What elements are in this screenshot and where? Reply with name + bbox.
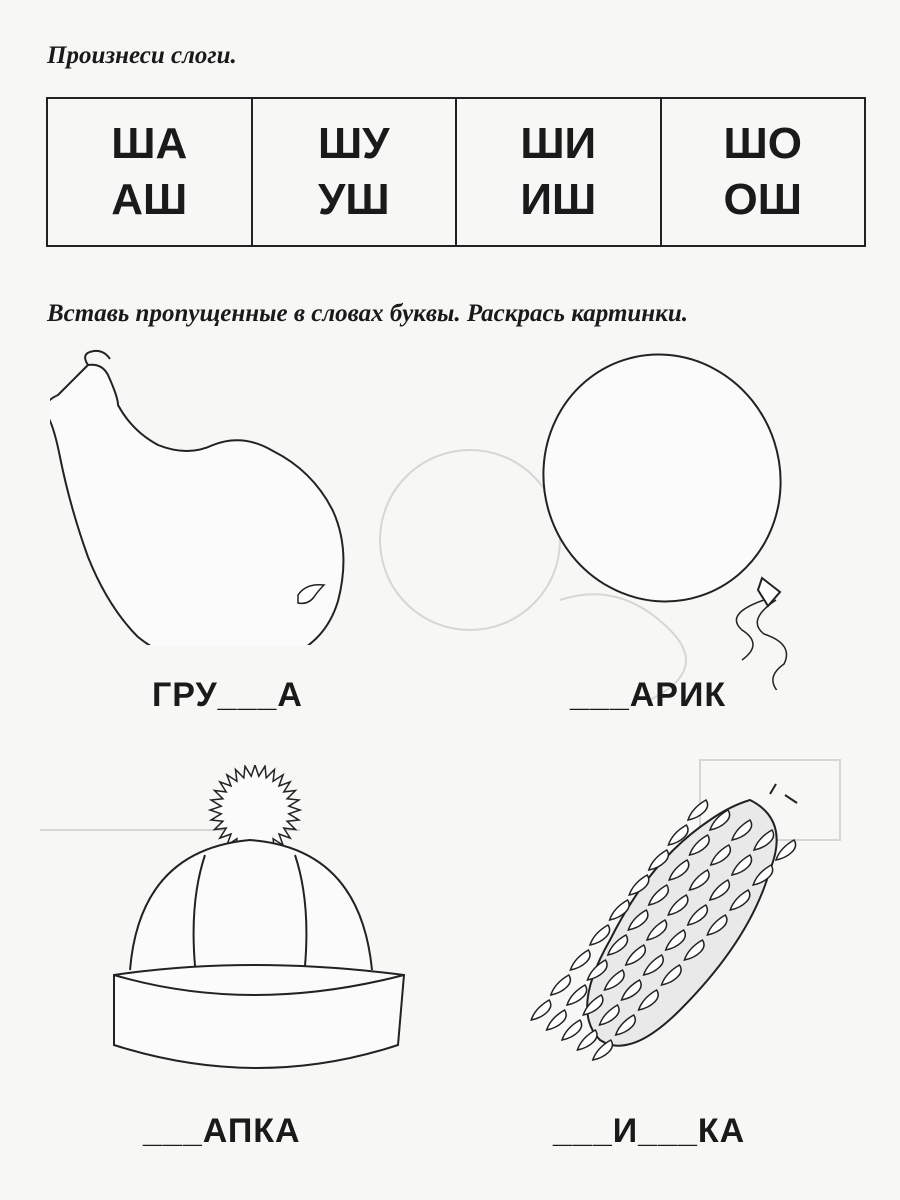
- word-balloon: ___АРИК: [570, 676, 727, 714]
- syllable-table: [46, 97, 866, 247]
- instruction-pronounce-syllables: Произнеси слоги.: [47, 42, 237, 69]
- hat-picture: [100, 765, 410, 1085]
- instruction-insert-letters: Вставь пропущенные в словах буквы. Раскрась картинки.: [47, 300, 688, 327]
- cone-scale: [590, 925, 610, 945]
- syllable-cell: [457, 99, 662, 245]
- balloon-picture: [540, 350, 810, 690]
- cone-scale: [551, 975, 571, 995]
- syllable-top: ШИ: [520, 119, 597, 168]
- cone-scale: [531, 1000, 551, 1020]
- cone-scale: [567, 985, 587, 1005]
- syllable-top: ША: [111, 119, 188, 168]
- syllable-bottom: ОШ: [723, 175, 802, 224]
- cone-scale: [562, 1020, 582, 1040]
- pear-picture: [50, 345, 370, 645]
- word-hat: ___АПКА: [143, 1112, 301, 1150]
- syllable-top: ШО: [723, 119, 802, 168]
- syllable-cell: [253, 99, 458, 245]
- pine-cone-picture: [530, 780, 810, 1080]
- cone-scale: [547, 1010, 567, 1030]
- syllable-bottom: ИШ: [520, 175, 597, 224]
- word-pine-cone: ___И___КА: [553, 1112, 746, 1150]
- cone-scale: [577, 1030, 597, 1050]
- cone-scale: [688, 800, 708, 820]
- syllable-top: ШУ: [317, 119, 390, 168]
- syllable-cell: [662, 99, 865, 245]
- cone-scale: [570, 950, 590, 970]
- cone-scale: [776, 840, 796, 860]
- syllable-bottom: УШ: [317, 175, 390, 224]
- cone-scale: [593, 1040, 613, 1060]
- syllable-cell: [48, 99, 253, 245]
- word-pear: ГРУ___А: [152, 676, 303, 714]
- syllable-bottom: АШ: [111, 175, 188, 224]
